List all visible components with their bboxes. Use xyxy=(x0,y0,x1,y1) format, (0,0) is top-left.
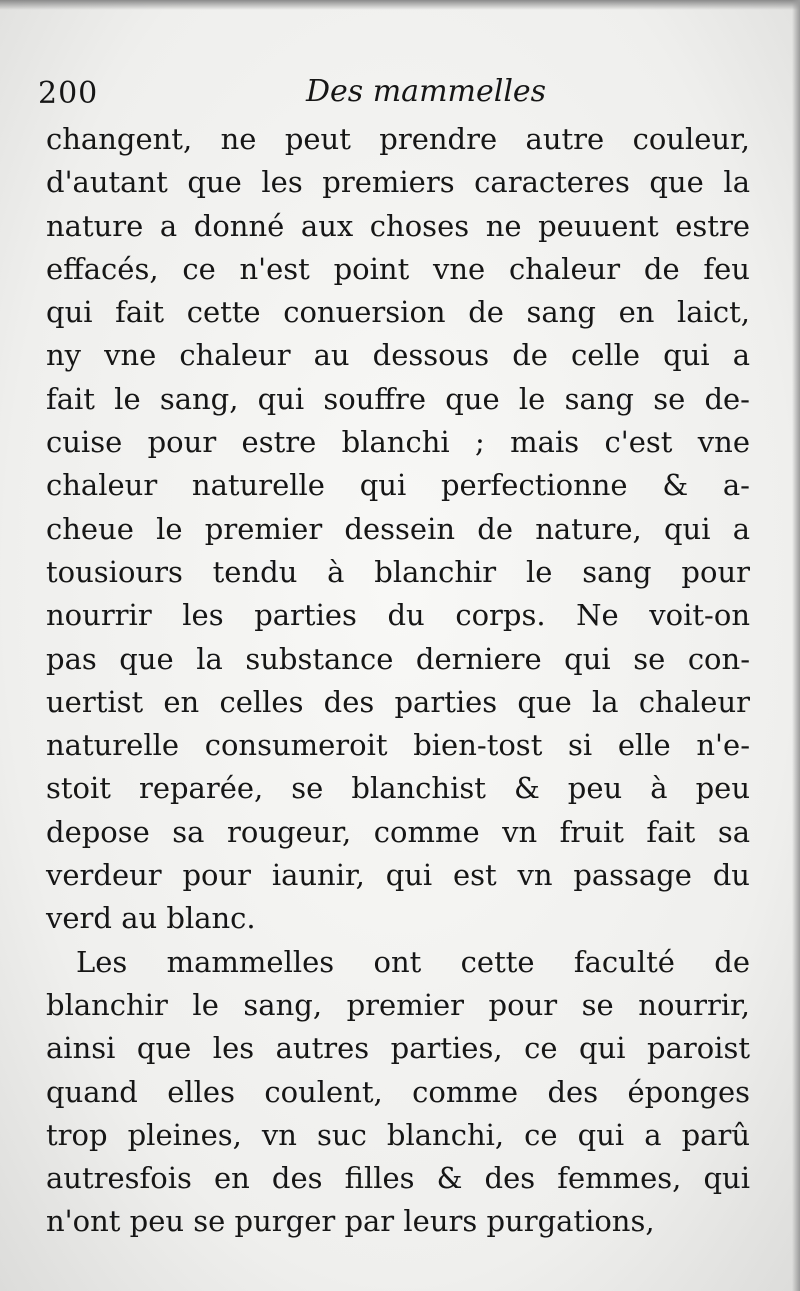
text-line: verdeur pour iaunir, qui est vn passage du xyxy=(46,858,750,893)
text-line: nourrir les parties du corps. Ne voit-on xyxy=(46,598,750,633)
paragraph-2 xyxy=(46,941,750,1244)
text-line: effacés, ce n'est point vne chaleur de feu xyxy=(46,251,750,286)
text-line: cheue le premier dessein de nature, qui a xyxy=(46,511,750,546)
text-line: depose sa rougeur, comme vn fruit fait sa xyxy=(46,814,750,849)
text-line: d'autant que les premiers caracteres que la xyxy=(46,165,750,200)
text-line: qui fait cette conuersion de sang en laict, xyxy=(46,295,750,330)
text-line: ny vne chaleur au dessous de celle qui a xyxy=(46,338,750,373)
text-line: n'ont peu se purger par leurs purgations, xyxy=(46,1204,655,1239)
text-line: trop pleines, vn suc blanchi, ce qui a parû xyxy=(46,1117,750,1152)
text-line: verd au blanc. xyxy=(46,901,256,936)
text-line: nature a donné aux choses ne peuuent estre xyxy=(46,208,750,243)
text-line: naturelle consumeroit bien-tost si elle n'e- xyxy=(46,728,750,763)
text-line: autresfois en des filles & des femmes, qui xyxy=(46,1161,750,1196)
page-header xyxy=(38,74,748,124)
page-edge-shadow-right xyxy=(792,0,800,1291)
text-line: tousiours tendu à blanchir le sang pour xyxy=(46,554,750,589)
text-line: stoit reparée, se blanchist & peu à peu xyxy=(46,771,750,806)
text-line: changent, ne peut prendre autre couleur, xyxy=(46,122,750,156)
text-line: blanchir le sang, premier pour se nourrir, xyxy=(46,987,750,1022)
page-number: 200 xyxy=(38,76,99,111)
body-text xyxy=(46,118,750,1244)
page-edge-shadow-top xyxy=(0,0,800,10)
text-line: uertist en celles des parties que la chaleur xyxy=(46,684,750,719)
text-line: Les mammelles ont cette faculté de xyxy=(76,944,750,979)
running-head: Des mammelles xyxy=(306,74,547,109)
text-line: fait le sang, qui souffre que le sang se de- xyxy=(46,381,750,416)
paragraph-1 xyxy=(46,118,750,941)
text-line: chaleur naturelle qui perfectionne & a- xyxy=(46,468,750,503)
text-line: ainsi que les autres parties, ce qui paroist xyxy=(46,1031,750,1066)
text-line: cuise pour estre blanchi ; mais c'est vne xyxy=(46,425,750,460)
text-line: pas que la substance derniere qui se con- xyxy=(46,641,750,676)
text-line: quand elles coulent, comme des éponges xyxy=(46,1074,750,1109)
